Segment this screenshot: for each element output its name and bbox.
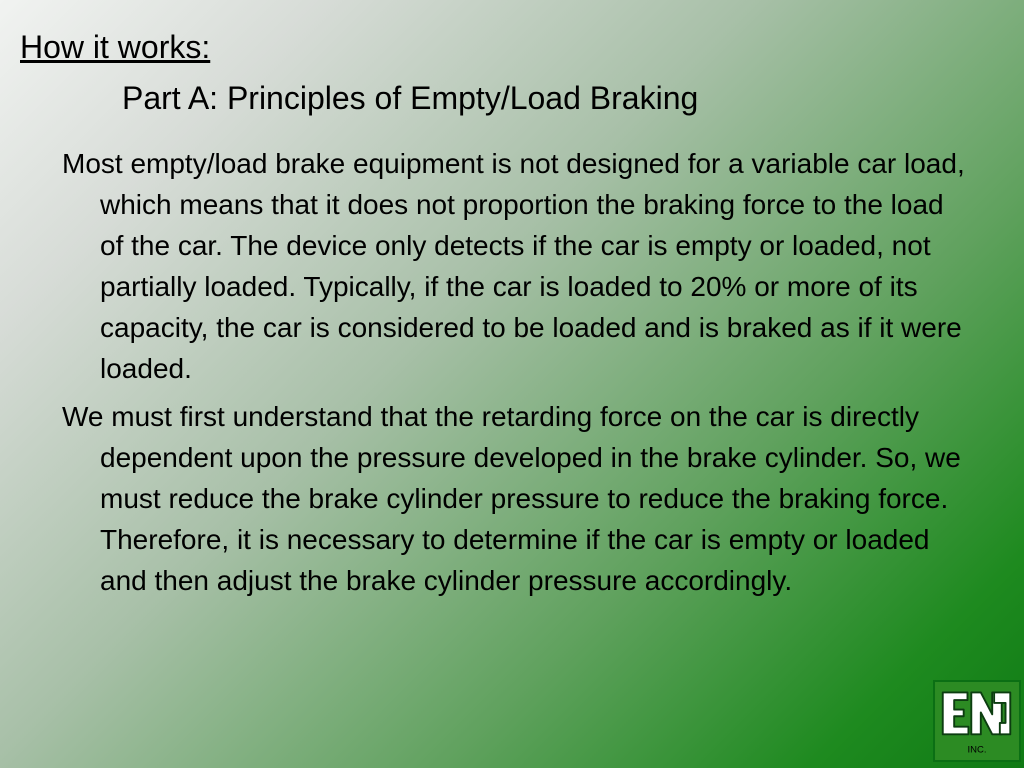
paragraph-2: We must first understand that the retarding force on the car is directly dependent upon the pressure developed in the brake cylinder. So, we must reduce the brake cylinder pressure to reduce the braking force. Therefore, it is necessary to determine if the car is empty or loaded and then adjust the brake cylinder pressure accordingly.: [62, 401, 961, 596]
paragraph-1: Most empty/load brake equipment is not designed for a variable car load, which means that it does not proportion the braking force to the load of the car. The device only detects if the car is empty or loaded, not partially loaded. Typically, if the car is loaded to 20% or more of its capacity, the car is considered to be loaded and is braked as if it were loaded.: [62, 148, 965, 384]
content-area: [62, 143, 967, 608]
logo-mark-icon: [935, 682, 1019, 760]
slide-title: How it works:: [20, 29, 211, 65]
company-logo: [933, 680, 1021, 762]
logo-text: INC.: [967, 744, 987, 756]
slide-subtitle: Part A: Principles of Empty/Load Braking: [122, 80, 699, 116]
